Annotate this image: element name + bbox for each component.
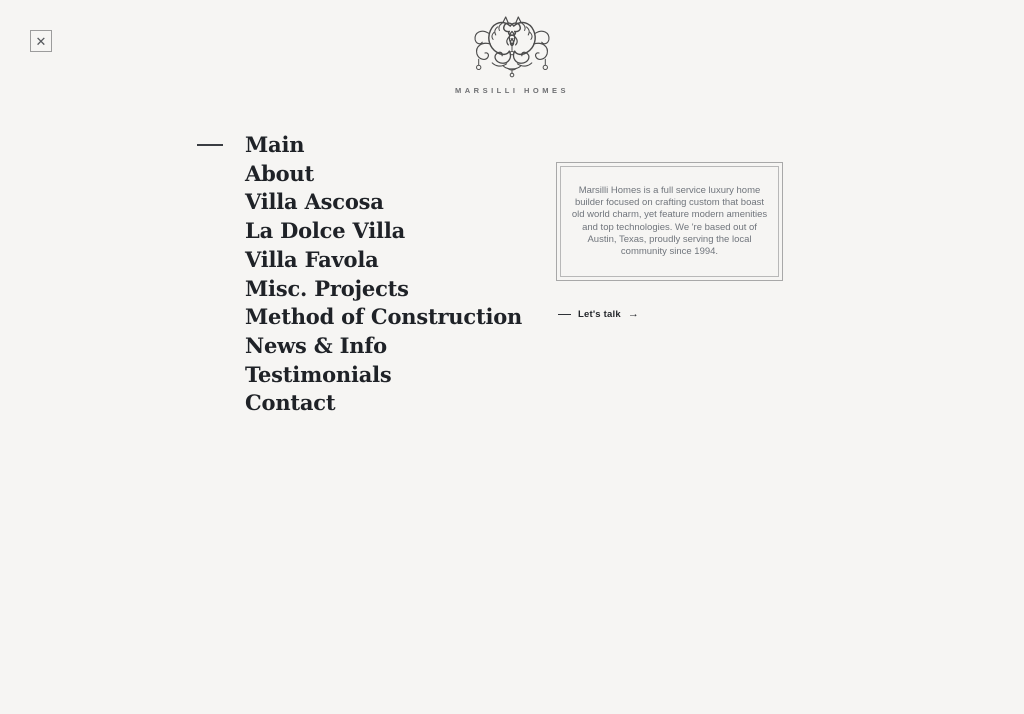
active-item-dash <box>197 144 223 146</box>
cta-label: Let's talk <box>578 309 621 320</box>
close-button[interactable] <box>30 30 52 52</box>
nav-item-news-info[interactable]: News & Info <box>245 332 387 358</box>
logo[interactable] <box>432 8 592 95</box>
cta-dash-icon <box>558 314 571 316</box>
nav-item-villa-favola[interactable]: Villa Favola <box>245 246 379 272</box>
nav-item-contact[interactable]: Contact <box>245 390 336 416</box>
marsilli-crest-icon <box>456 8 568 80</box>
main-navigation <box>245 131 522 418</box>
info-box-inner-frame <box>560 166 779 277</box>
nav-item-method-of-construction[interactable]: Method of Construction <box>245 304 523 330</box>
lets-talk-link[interactable] <box>558 309 639 320</box>
nav-item-main[interactable]: Main <box>245 132 305 157</box>
close-icon: ✕ <box>35 33 47 49</box>
nav-item-about[interactable]: About <box>245 160 314 186</box>
nav-item-villa-ascosa[interactable]: Villa Ascosa <box>245 189 384 215</box>
nav-item-testimonials[interactable]: Testimonials <box>245 361 392 387</box>
nav-item-misc-projects[interactable]: Misc. Projects <box>245 275 409 301</box>
nav-item-la-dolce-villa[interactable]: La Dolce Villa <box>245 218 406 244</box>
brand-name: MARSILLI HOMES <box>455 86 569 95</box>
arrow-right-icon: → <box>627 308 639 320</box>
about-info-box <box>556 162 783 281</box>
company-description: Marsilli Homes is a full service luxury home builder focused on crafting custom that boast old world charm, yet feature modern amenities and top technologies. We 're based out of Austin, Texas, proudly serving the local community since 1994. <box>571 184 768 257</box>
